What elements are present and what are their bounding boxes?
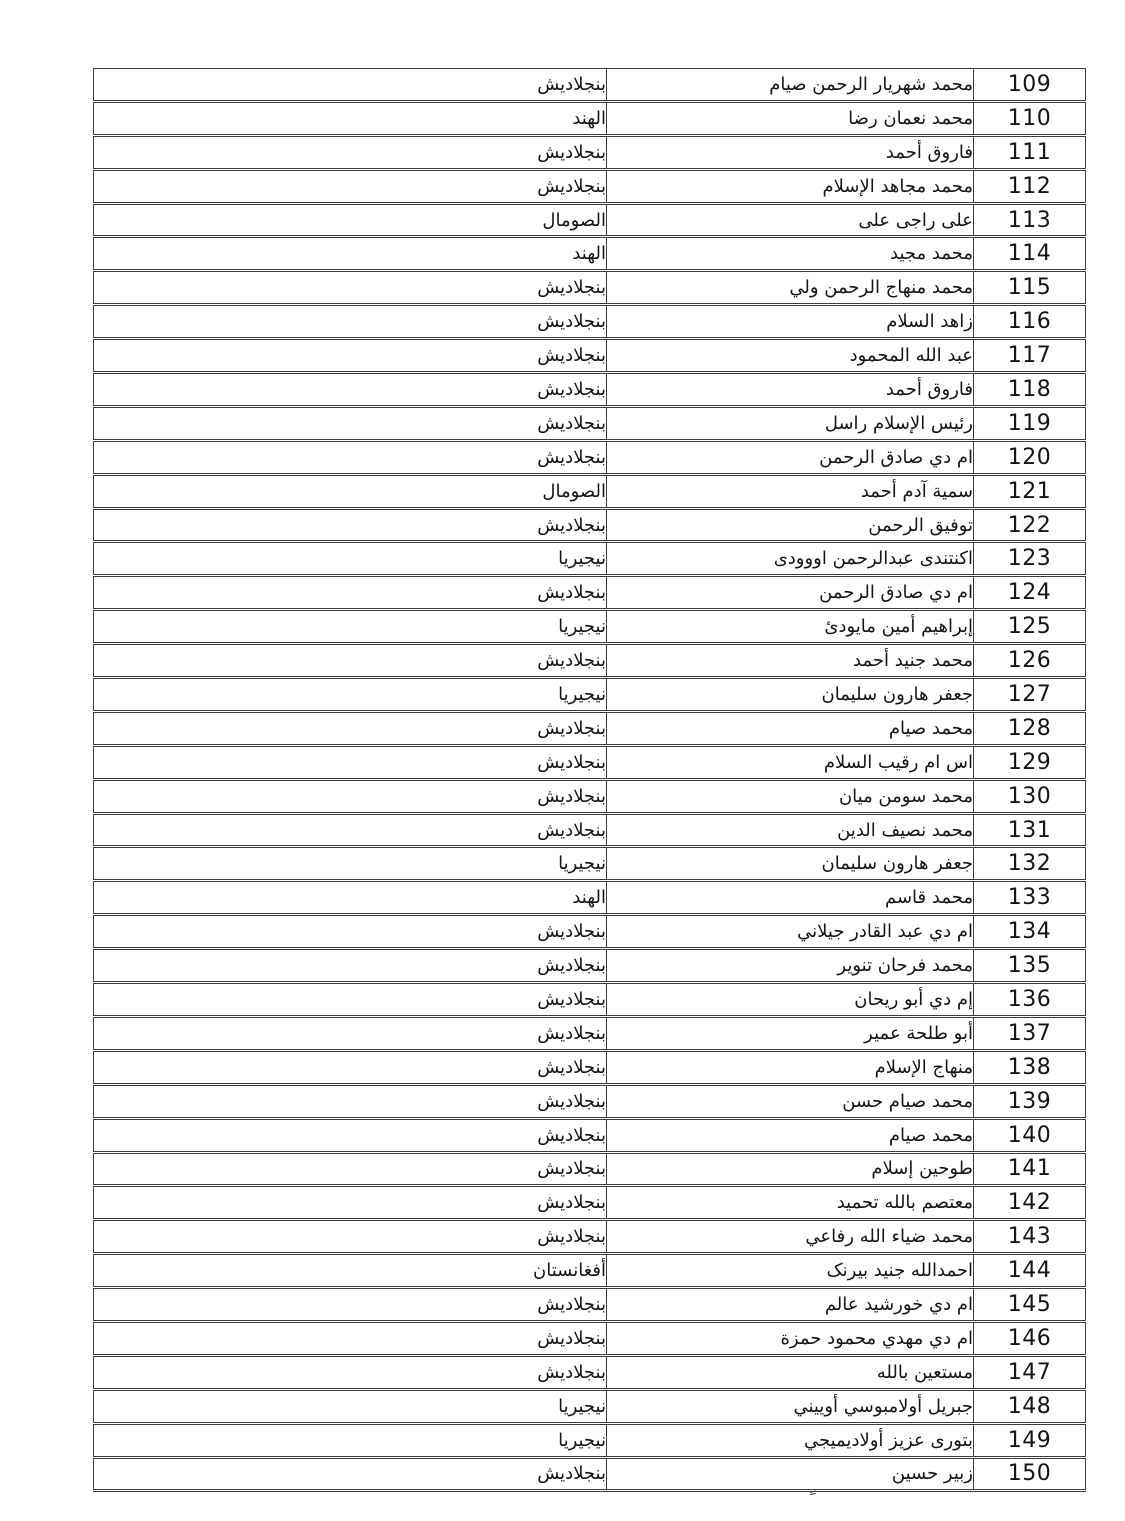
person-name-cell: محمد شهريار الرحمن صيام: [607, 69, 974, 102]
person-name-cell: محمد صيام: [607, 711, 974, 745]
country-cell: بنجلاديش: [94, 135, 607, 169]
serial-number-cell: 149: [974, 1423, 1086, 1457]
serial-number-cell: 147: [974, 1355, 1086, 1389]
country-cell: بنجلاديش: [94, 440, 607, 474]
person-name-cell: رئيس الإسلام راسل: [607, 406, 974, 440]
serial-number-cell: 111: [974, 135, 1086, 169]
table-row: [94, 373, 1086, 407]
serial-number-cell: 118: [974, 373, 1086, 407]
country-cell: الصومال: [94, 203, 607, 237]
serial-number-cell: 138: [974, 1050, 1086, 1084]
person-name-cell: ام دي صادق الرحمن: [607, 576, 974, 610]
person-name-cell: محمد قاسم: [607, 881, 974, 915]
country-cell: بنجلاديش: [94, 1355, 607, 1389]
table-row: [94, 1016, 1086, 1050]
person-name-cell: اكنتندى عبدالرحمن اووودى: [607, 542, 974, 576]
serial-number-cell: 110: [974, 101, 1086, 135]
serial-number-cell: 141: [974, 1152, 1086, 1186]
serial-number-cell: 117: [974, 339, 1086, 373]
table-row: [94, 305, 1086, 339]
country-cell: بنجلاديش: [94, 813, 607, 847]
country-cell: بنجلاديش: [94, 406, 607, 440]
serial-number-cell: 137: [974, 1016, 1086, 1050]
person-name-cell: محمد سومن ميان: [607, 779, 974, 813]
table-row: [94, 1084, 1086, 1118]
table-row: [94, 1050, 1086, 1084]
country-cell: بنجلاديش: [94, 1288, 607, 1322]
person-name-cell: محمد مجيد: [607, 237, 974, 271]
person-name-cell: فاروق أحمد: [607, 135, 974, 169]
serial-number-cell: 122: [974, 508, 1086, 542]
person-name-cell: إم دي أبو ريحان: [607, 983, 974, 1017]
serial-number-cell: 133: [974, 881, 1086, 915]
serial-number-cell: 113: [974, 203, 1086, 237]
table-row: [94, 779, 1086, 813]
person-name-cell: احمدالله جنيد بيرنک: [607, 1254, 974, 1288]
serial-number-cell: 128: [974, 711, 1086, 745]
country-cell: بنجلاديش: [94, 169, 607, 203]
table-row: [94, 1152, 1086, 1186]
serial-number-cell: 136: [974, 983, 1086, 1017]
table-row: [94, 644, 1086, 678]
person-name-cell: توفيق الرحمن: [607, 508, 974, 542]
country-cell: بنجلاديش: [94, 373, 607, 407]
table-row: [94, 406, 1086, 440]
serial-number-cell: 119: [974, 406, 1086, 440]
table-row: [94, 271, 1086, 305]
person-name-cell: محمد نصيف الدين: [607, 813, 974, 847]
serial-number-cell: 127: [974, 678, 1086, 712]
person-name-cell: منهاج الإسلام: [607, 1050, 974, 1084]
person-name-cell: جعفر هارون سليمان: [607, 847, 974, 881]
person-name-cell: معتصم بالله تحميد: [607, 1186, 974, 1220]
serial-number-cell: 124: [974, 576, 1086, 610]
serial-number-cell: 144: [974, 1254, 1086, 1288]
table-row: [94, 203, 1086, 237]
table-row: [94, 983, 1086, 1017]
table-row: [94, 1457, 1086, 1491]
country-cell: بنجلاديش: [94, 1016, 607, 1050]
person-name-cell: طوحين إسلام: [607, 1152, 974, 1186]
person-name-cell: سمية آدم أحمد: [607, 474, 974, 508]
table-row: [94, 101, 1086, 135]
person-name-cell: فاروق أحمد: [607, 373, 974, 407]
serial-number-cell: 143: [974, 1220, 1086, 1254]
serial-number-cell: 146: [974, 1321, 1086, 1355]
serial-number-cell: 114: [974, 237, 1086, 271]
serial-number-cell: 129: [974, 745, 1086, 779]
country-cell: بنجلاديش: [94, 949, 607, 983]
serial-number-cell: 123: [974, 542, 1086, 576]
person-name-cell: عبد الله المحمود: [607, 339, 974, 373]
country-cell: الهند: [94, 237, 607, 271]
table-row: [94, 69, 1086, 102]
serial-number-cell: 130: [974, 779, 1086, 813]
person-name-cell: بتورى عزيز أولاديميجي: [607, 1423, 974, 1457]
table-row: [94, 1220, 1086, 1254]
country-cell: نيجيريا: [94, 1389, 607, 1423]
table-row: [94, 474, 1086, 508]
serial-number-cell: 121: [974, 474, 1086, 508]
table-row: [94, 610, 1086, 644]
person-name-cell: أبو طلحة عمير: [607, 1016, 974, 1050]
serial-number-cell: 150: [974, 1457, 1086, 1491]
person-name-cell: مستعين بالله: [607, 1355, 974, 1389]
person-name-cell: ام دي صادق الرحمن: [607, 440, 974, 474]
country-cell: نيجيريا: [94, 1423, 607, 1457]
country-cell: بنجلاديش: [94, 508, 607, 542]
table-row: [94, 1423, 1086, 1457]
table-row: [94, 169, 1086, 203]
country-cell: نيجيريا: [94, 542, 607, 576]
person-name-cell: محمد مجاهد الإسلام: [607, 169, 974, 203]
table-row: [94, 440, 1086, 474]
country-cell: بنجلاديش: [94, 1050, 607, 1084]
person-name-cell: محمد منهاج الرحمن ولي: [607, 271, 974, 305]
table-row: [94, 576, 1086, 610]
table-row: [94, 1254, 1086, 1288]
country-cell: الهند: [94, 881, 607, 915]
person-name-cell: زاهد السلام: [607, 305, 974, 339]
table-row: [94, 1288, 1086, 1322]
stray-diacritic-mark: ً: [807, 1488, 815, 1512]
country-cell: أفغانستان: [94, 1254, 607, 1288]
table-body: [94, 69, 1086, 1491]
country-cell: بنجلاديش: [94, 1084, 607, 1118]
serial-number-cell: 139: [974, 1084, 1086, 1118]
country-cell: بنجلاديش: [94, 644, 607, 678]
serial-number-cell: 145: [974, 1288, 1086, 1322]
country-cell: نيجيريا: [94, 678, 607, 712]
country-cell: بنجلاديش: [94, 69, 607, 102]
country-cell: بنجلاديش: [94, 779, 607, 813]
serial-number-cell: 134: [974, 915, 1086, 949]
table-row: [94, 678, 1086, 712]
country-cell: بنجلاديش: [94, 1186, 607, 1220]
person-name-cell: ام دي خورشيد عالم: [607, 1288, 974, 1322]
country-cell: بنجلاديش: [94, 1220, 607, 1254]
table-row: [94, 711, 1086, 745]
serial-number-cell: 131: [974, 813, 1086, 847]
country-cell: بنجلاديش: [94, 339, 607, 373]
serial-number-cell: 140: [974, 1118, 1086, 1152]
country-cell: بنجلاديش: [94, 576, 607, 610]
serial-number-cell: 142: [974, 1186, 1086, 1220]
table-row: [94, 1389, 1086, 1423]
table-row: [94, 1186, 1086, 1220]
table-row: [94, 135, 1086, 169]
country-cell: بنجلاديش: [94, 305, 607, 339]
person-name-cell: محمد صيام: [607, 1118, 974, 1152]
country-cell: بنجلاديش: [94, 745, 607, 779]
country-cell: بنجلاديش: [94, 915, 607, 949]
country-cell: نيجيريا: [94, 610, 607, 644]
serial-number-cell: 112: [974, 169, 1086, 203]
serial-number-cell: 125: [974, 610, 1086, 644]
table-row: [94, 339, 1086, 373]
country-cell: بنجلاديش: [94, 1457, 607, 1491]
person-name-cell: جبريل أولامبوسي أوييني: [607, 1389, 974, 1423]
table-row: [94, 813, 1086, 847]
person-name-cell: محمد نعمان رضا: [607, 101, 974, 135]
person-name-cell: محمد فرحان تنوير: [607, 949, 974, 983]
serial-number-cell: 115: [974, 271, 1086, 305]
person-name-cell: ام دي عبد القادر جيلاني: [607, 915, 974, 949]
table-row: [94, 508, 1086, 542]
serial-number-cell: 109: [974, 69, 1086, 102]
serial-number-cell: 148: [974, 1389, 1086, 1423]
table-row: [94, 949, 1086, 983]
table-row: [94, 542, 1086, 576]
country-cell: الهند: [94, 101, 607, 135]
table-row: [94, 745, 1086, 779]
serial-number-cell: 116: [974, 305, 1086, 339]
person-name-cell: زبير حسين: [607, 1457, 974, 1491]
person-name-cell: اس ام رقيب السلام: [607, 745, 974, 779]
table-row: [94, 1355, 1086, 1389]
roster-table: [93, 68, 1086, 1492]
person-name-cell: على راجى على: [607, 203, 974, 237]
country-cell: الصومال: [94, 474, 607, 508]
person-name-cell: محمد ضياء الله رفاعي: [607, 1220, 974, 1254]
serial-number-cell: 120: [974, 440, 1086, 474]
table-row: [94, 915, 1086, 949]
serial-number-cell: 132: [974, 847, 1086, 881]
person-name-cell: إبراهيم أمين مايودئ: [607, 610, 974, 644]
table-row: [94, 237, 1086, 271]
person-name-cell: ام دي مهدي محمود حمزة: [607, 1321, 974, 1355]
person-name-cell: جعفر هارون سليمان: [607, 678, 974, 712]
country-cell: بنجلاديش: [94, 1152, 607, 1186]
person-name-cell: محمد جنيد أحمد: [607, 644, 974, 678]
serial-number-cell: 126: [974, 644, 1086, 678]
table-row: [94, 847, 1086, 881]
country-cell: نيجيريا: [94, 847, 607, 881]
country-cell: بنجلاديش: [94, 1321, 607, 1355]
table-row: [94, 1321, 1086, 1355]
country-cell: بنجلاديش: [94, 1118, 607, 1152]
table-row: [94, 881, 1086, 915]
person-name-cell: محمد صيام حسن: [607, 1084, 974, 1118]
country-cell: بنجلاديش: [94, 271, 607, 305]
country-cell: بنجلاديش: [94, 983, 607, 1017]
country-cell: بنجلاديش: [94, 711, 607, 745]
serial-number-cell: 135: [974, 949, 1086, 983]
table-row: [94, 1118, 1086, 1152]
